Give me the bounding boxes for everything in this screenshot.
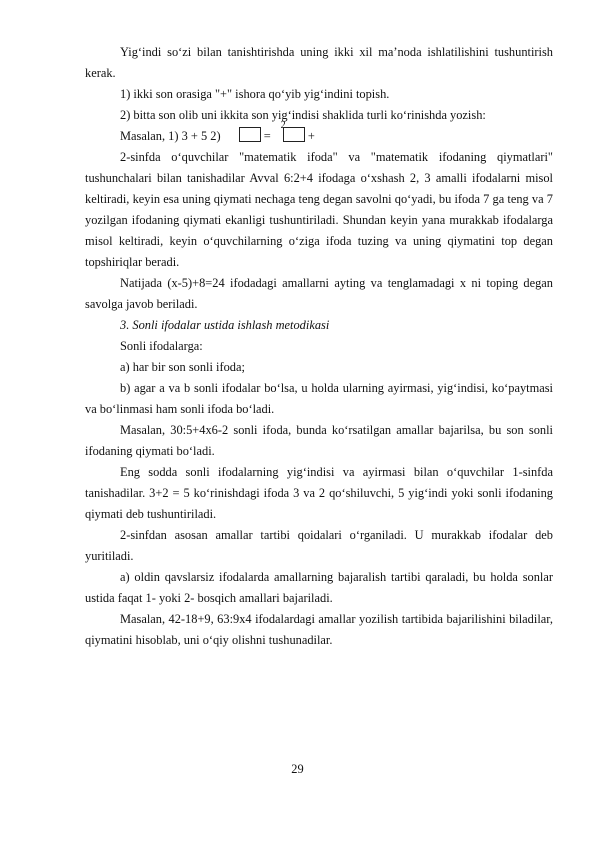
paragraph-grade2-expressions: 2-sinfda oʻquvchilar "matematik ifoda" va "matematik ifodaning qiymatlari" tushunchalari bilan tanishadilar Avval 6:2+4 ifodaga oʻxshash 2, 3 amalli ifodalarni misol keltiradi, keyin esa uning qiymati nechaga teng degan savolni qoʻyadi, bu ifoda 7 ga teng va 7 yozilgan ifodaning qiymati ekanligi tushuntiriladi. Shundan keyin yana murakkab ifodalarga misol keltiradi, keyin oʻquvchilarning oʻziga ifoda tuzing va uning qiymatini top degan topshiriqlar beradi. (85, 150, 553, 269)
paragraph-example-2: Masalan, 30:5+4x6-2 sonli ifoda, bunda koʻrsatilgan amallar bajarilsa, bu son sonli ifodaning qiymati boʻladi. (85, 423, 553, 458)
paragraph-example-3: Masalan, 42-18+9, 63:9x4 ifodalardagi amallar yozilish tartibida bajarilishini biladilar, qiymatini hisoblab, uni oʻqiy olishni tushunadilar. (85, 612, 553, 647)
section-heading: 3. Sonli ifodalar ustida ishlash metodikasi (120, 318, 330, 332)
paragraph-item-2: 2) bitta son olib uni ikkita son yigʻindisi shaklida turli koʻrinishda yozish: (120, 108, 486, 122)
paragraph-item-1: 1) ikki son orasiga "+" ishora qoʻyib yigʻindini topish. (120, 87, 390, 101)
example-text: Masalan, 1) 3 + 5 2) (120, 129, 221, 143)
equals-sign: = (263, 129, 271, 143)
paragraph-result: Natijada (x-5)+8=24 ifodadagi amallarni ayting va tenglamadagi x ni toping degan savolga javob beriladi. (85, 276, 553, 311)
paragraph-item-b: b) agar a va b sonli ifodalar boʻlsa, u holda ularning ayirmasi, yigʻindisi, koʻpaytmasi va boʻlinmasi ham sonli ifoda boʻladi. (85, 381, 553, 416)
page-number: 29 (291, 762, 304, 776)
page-content (85, 42, 553, 651)
answer-box-2 (283, 127, 305, 142)
paragraph-example (85, 120, 553, 147)
paragraph-order-a: a) oldin qavslarsiz ifodalarda amallarning bajaralish tartibi qaraladi, bu holda sonlar ustida faqat 1- yoki 2- bosqich amallari bajariladi. (85, 570, 553, 605)
paragraph-intro: Yigʻindi soʻzi bilan tanishtirishda uning ikki xil maʼnoda ishlatilishini tushuntirish kerak. (85, 45, 553, 80)
plus-sign: + (307, 129, 315, 143)
box-mark: 2 (280, 120, 286, 131)
paragraph-numeric-expressions: Sonli ifodalarga: (120, 339, 203, 353)
answer-box-1 (239, 120, 286, 142)
paragraph-item-a: a) har bir son sonli ifoda; (120, 360, 245, 374)
paragraph-order-rules: 2-sinfdan asosan amallar tartibi qoidalari oʻrganiladi. U murakkab ifodalar deb yuritiladi. (85, 528, 553, 563)
paragraph-simple-expressions: Eng sodda sonli ifodalarning yigʻindisi va ayirmasi bilan oʻquvchilar 1-sinfda tanishadilar. 3+2 = 5 koʻrinishdagi ifoda 3 va 2 qoʻshiluvchi, 5 yigʻindi yoki sonli ifodaning qiymati deb tushuntiriladi. (85, 465, 553, 521)
